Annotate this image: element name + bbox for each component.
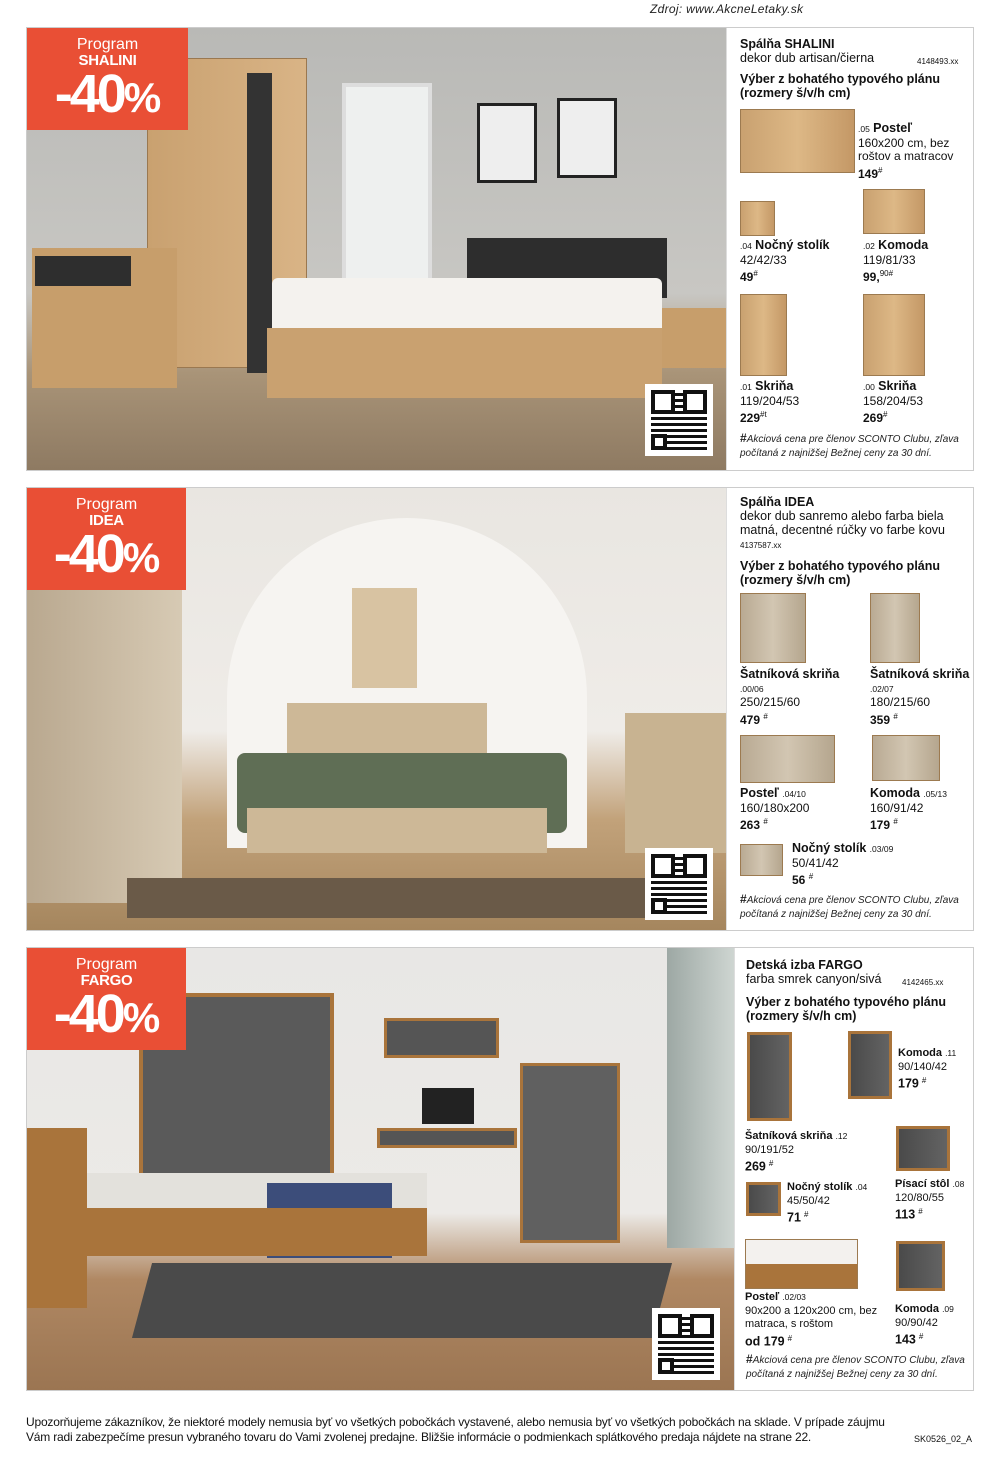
wardrobe-image: [747, 1032, 792, 1121]
section-shalini: [26, 27, 974, 471]
collection-title: Spálňa SHALINI: [740, 37, 835, 51]
product-item[interactable]: Šatníková skriňa .02/07 180/215/60 359 #: [870, 667, 970, 727]
badge-program: Program: [76, 36, 139, 53]
dresser-image: [896, 1241, 945, 1291]
dresser-image: [863, 189, 925, 234]
badge-program: Program: [75, 956, 138, 973]
desk-image: [896, 1126, 950, 1171]
wardrobe-image: [740, 294, 787, 376]
bed-image: [740, 109, 855, 173]
product-item[interactable]: Komoda .11 90/140/42 179 #: [898, 1047, 957, 1091]
qr-code[interactable]: [645, 848, 713, 920]
section-fargo: [26, 947, 974, 1391]
product-item[interactable]: .01 Skriňa 119/204/53 229$^{\#t}$: [740, 379, 800, 425]
product-item[interactable]: .00 Skriňa 158/204/53 269#: [863, 379, 924, 425]
qr-code[interactable]: [652, 1308, 720, 1380]
collection-subtitle: dekor dub sanremo alebo farba biela matná, decentné rúčky vo farbe kovu: [740, 509, 945, 537]
range-heading: Výber z bohatého typového plánu (rozmery š/v/h cm): [740, 559, 941, 587]
badge-program: Program: [75, 496, 138, 513]
discount-badge: [27, 948, 186, 1050]
collection-subtitle: dekor dub artisan/čierna: [740, 51, 875, 65]
bed-image: [745, 1239, 858, 1289]
collection-title: Spálňa IDEA: [740, 495, 815, 509]
range-heading: Výber z bohatého typového plánu (rozmery š/v/h cm): [740, 72, 941, 100]
collection-title: Detská izba FARGO: [746, 958, 863, 972]
discount-badge: [27, 28, 188, 130]
page-code: SK0526_02_A: [914, 1434, 973, 1444]
source-label: Zdroj: www.AkcneLetaky.sk: [650, 2, 804, 16]
product-item[interactable]: Písací stôl .08 120/80/55 113 #: [895, 1178, 965, 1222]
product-panel: [726, 28, 973, 470]
dresser-tall-image: [848, 1031, 892, 1099]
wardrobe-image: [863, 294, 925, 376]
collection-code: 4142465.xx: [902, 978, 944, 987]
badge-discount: -40%: [54, 64, 161, 124]
disclaimer-text: Upozorňujeme zákazníkov, že niektoré modely nemusia byť vo všetkých pobočkách vystavené, alebo nemusia byť vo všetkých pobočkách na sklade. V prípade záujmu Vám radi zabezpečíme presun vybraného tovaru do Vami zvolenej predajne. Bližšie informácie o podmienkach splátkového predaja nájdete na strane 22.: [26, 1415, 885, 1444]
wardrobe-image: [740, 593, 806, 663]
product-item[interactable]: Posteľ .02/03 90x200 a 120x200 cm, bez matraca, s roštom od 179 #: [745, 1291, 878, 1349]
product-item[interactable]: Šatníková skriňa .12 90/191/52 269 #: [745, 1130, 848, 1174]
bed-image: [740, 735, 835, 783]
badge-discount: -40%: [53, 524, 160, 584]
dresser-image: [872, 735, 940, 781]
badge-name: FARGO: [80, 972, 133, 989]
wardrobe-image: [870, 593, 920, 663]
footnote: #Akciová cena pre členov SCONTO Clubu, zľava počítaná z najnižšej Bežnej ceny za 30 dní.: [746, 1352, 965, 1380]
collection-code: 4137587.xx: [740, 541, 782, 550]
product-item[interactable]: Komoda .05/13 160/91/42 179 #: [870, 786, 947, 832]
nightstand-image: [740, 844, 783, 876]
discount-badge: [27, 488, 186, 590]
collection-code: 4148493.xx: [917, 57, 959, 66]
nightstand-image: [746, 1182, 781, 1216]
badge-name: IDEA: [89, 512, 124, 529]
product-item[interactable]: .02 Komoda 119/81/33 99,$^{90\#}$: [863, 238, 929, 284]
product-item[interactable]: Posteľ .04/10 160/180x200 263 #: [740, 786, 810, 832]
collection-subtitle: farba smrek canyon/sivá: [746, 972, 882, 986]
nightstand-image: [740, 201, 775, 236]
section-idea: [26, 487, 974, 931]
product-item[interactable]: .05 Posteľ 160x200 cm, bez roštov a matracov 149#: [858, 121, 954, 181]
footnote: #Akciová cena pre členov SCONTO Clubu, zľava počítaná z najnižšej Bežnej ceny za 30 dní.: [740, 892, 959, 920]
product-item[interactable]: .04 Nočný stolík 42/42/33 49#: [740, 238, 830, 284]
qr-code[interactable]: [645, 384, 713, 456]
product-panel: [726, 488, 973, 930]
range-heading: Výber z bohatého typového plánu (rozmery š/v/h cm): [746, 995, 947, 1023]
footnote: #Akciová cena pre členov SCONTO Clubu, zľava počítaná z najnižšej Bežnej ceny za 30 dní.: [740, 431, 959, 459]
badge-discount: -40%: [53, 984, 160, 1044]
badge-name: SHALINI: [78, 52, 137, 69]
product-item[interactable]: Nočný stolík .03/09 50/41/42 56 #: [792, 841, 894, 887]
product-panel: [734, 948, 973, 1390]
product-item[interactable]: Komoda .09 90/90/42 143 #: [895, 1303, 954, 1347]
product-item[interactable]: Nočný stolík .04 45/50/42 71 #: [787, 1181, 868, 1225]
product-item[interactable]: Šatníková skriňa .00/06 250/215/60 479 #: [740, 667, 840, 727]
